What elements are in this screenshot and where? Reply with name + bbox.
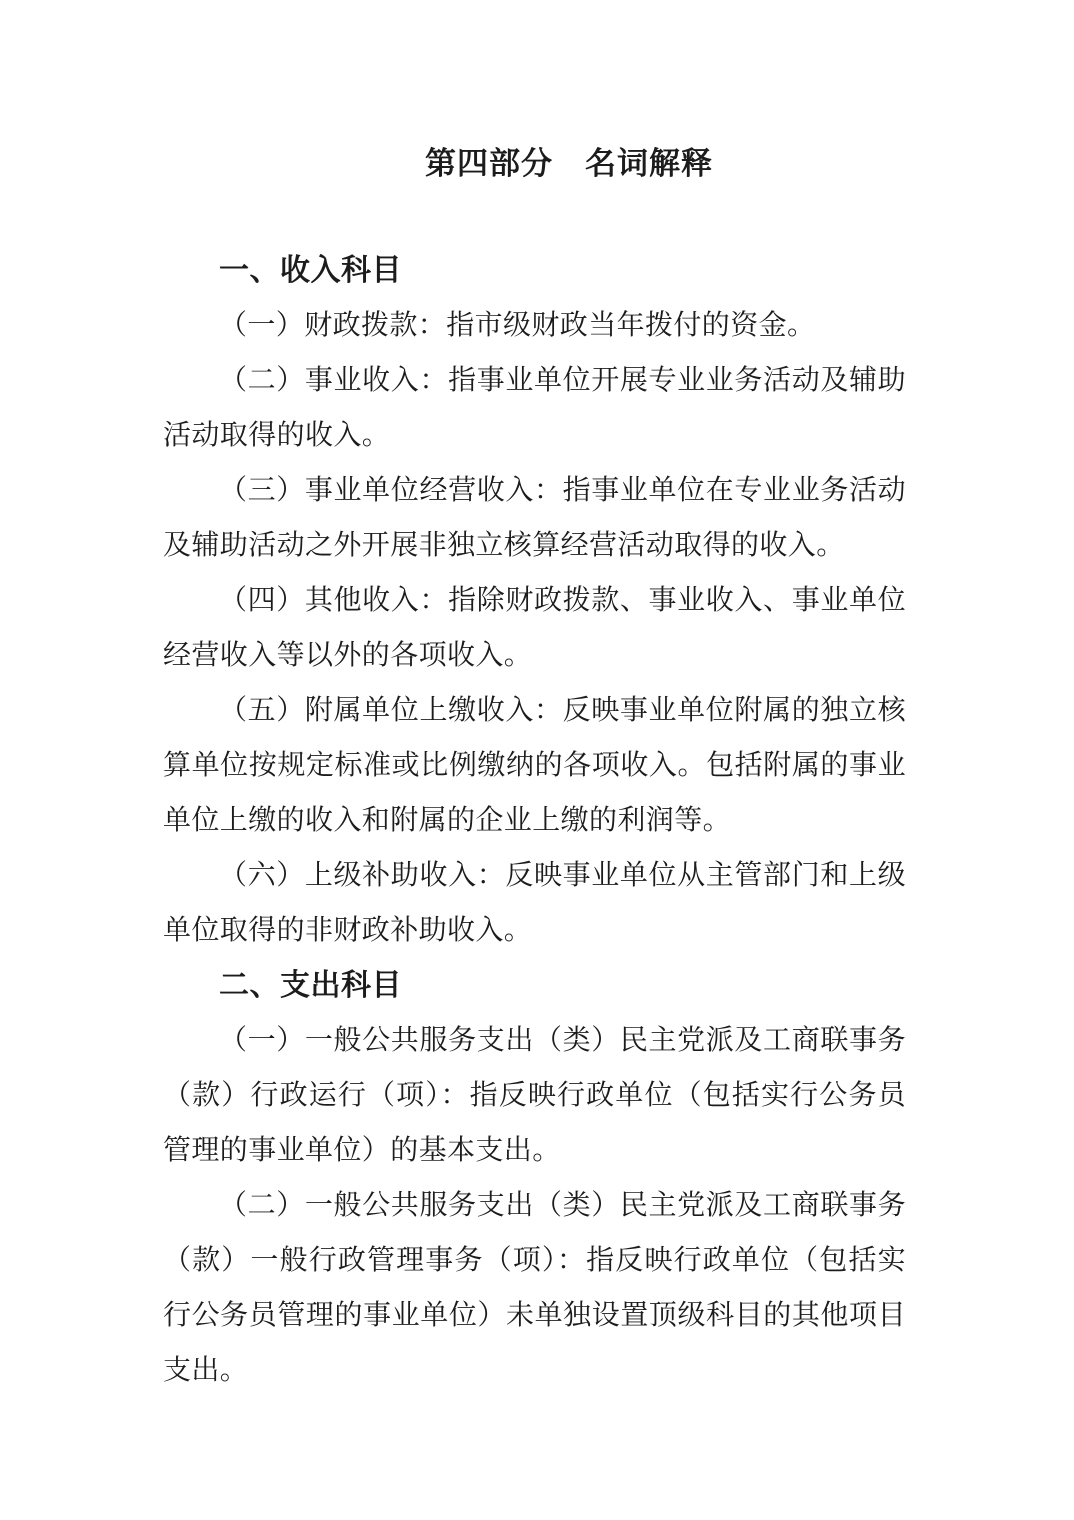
section-heading-expenditure: 二、支出科目 [219, 969, 402, 1002]
paragraph-line: （四）其他收入：指除财政拨款、事业收入、事业单位 [219, 585, 906, 616]
section-expenditure [163, 958, 906, 1398]
paragraph [163, 463, 906, 573]
paragraph-line: 管理的事业单位）的基本支出。 [163, 1135, 561, 1166]
paragraph-line: （六）上级补助收入：反映事业单位从主管部门和上级 [219, 860, 906, 891]
paragraph [163, 353, 906, 463]
paragraph-line: （一）一般公共服务支出（类）民主党派及工商联事务 [219, 1025, 906, 1056]
paragraph-line: （款）一般行政管理事务（项）：指反映行政单位（包括实 [163, 1245, 906, 1276]
section-income [163, 243, 906, 958]
paragraph-line: 算单位按规定标准或比例缴纳的各项收入。包括附属的事业 [163, 750, 906, 781]
paragraph [163, 848, 906, 958]
paragraph-line: 行公务员管理的事业单位）未单独设置顶级科目的其他项目 [163, 1300, 906, 1331]
paragraph-line: （二）一般公共服务支出（类）民主党派及工商联事务 [219, 1190, 906, 1221]
paragraph-line: （三）事业单位经营收入：指事业单位在专业业务活动 [219, 475, 906, 506]
paragraph [163, 298, 906, 353]
page-title: 第四部分 名词解释 [425, 146, 713, 181]
paragraph-line: 单位取得的非财政补助收入。 [163, 915, 533, 946]
paragraph-line: （五）附属单位上缴收入：反映事业单位附属的独立核 [219, 695, 906, 726]
paragraph-line: 单位上缴的收入和附属的企业上缴的利润等。 [163, 805, 732, 836]
paragraph-line: 及辅助活动之外开展非独立核算经营活动取得的收入。 [163, 530, 845, 561]
paragraph [163, 1013, 906, 1178]
paragraph-line: 支出。 [163, 1355, 249, 1386]
paragraph-line: （二）事业收入：指事业单位开展专业业务活动及辅助 [219, 365, 906, 396]
paragraph-line: （一）财政拨款：指市级财政当年拨付的资金。 [219, 310, 816, 341]
paragraph [163, 683, 906, 848]
paragraph-line: 活动取得的收入。 [163, 420, 391, 451]
paragraph [163, 573, 906, 683]
paragraph-line: 经营收入等以外的各项收入。 [163, 640, 533, 671]
section-heading-income: 一、收入科目 [219, 254, 402, 287]
paragraph-line: （款）行政运行（项）：指反映行政单位（包括实行公务员 [163, 1080, 906, 1111]
paragraph [163, 1178, 906, 1398]
